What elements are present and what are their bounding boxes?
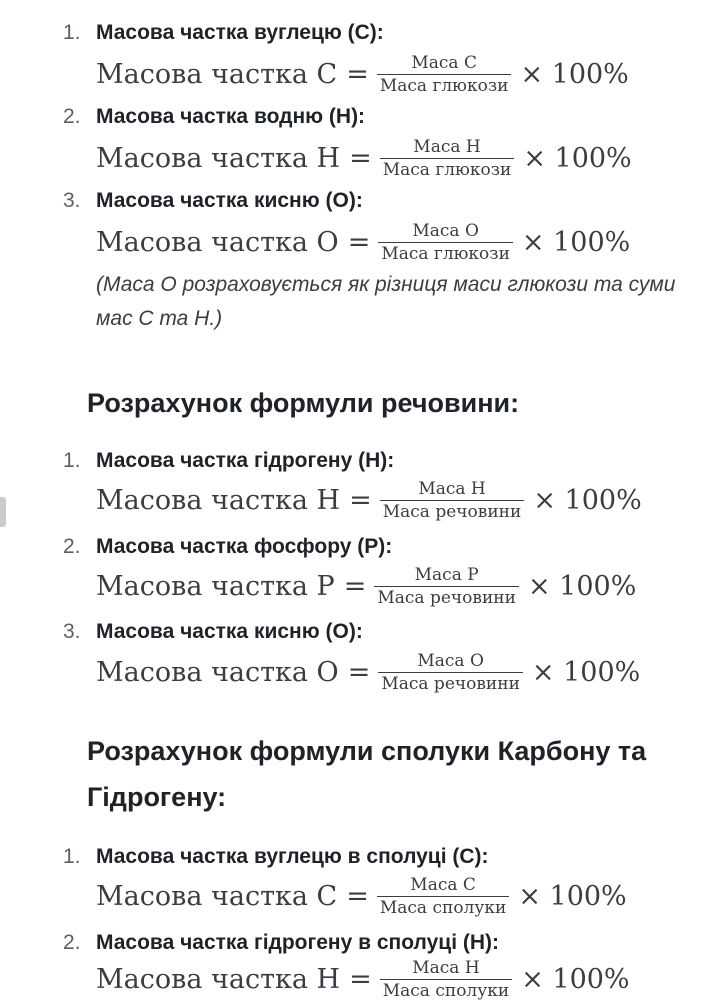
- formula-equals: =: [347, 226, 371, 258]
- item-label: Масова частка кисню (O):: [96, 620, 363, 643]
- fraction: [377, 53, 512, 96]
- item-label: Масова частка вуглецю (C):: [96, 21, 384, 44]
- formula-lhs: Масова частка C: [96, 880, 338, 912]
- fraction: [378, 651, 523, 694]
- scroll-handle[interactable]: [0, 497, 6, 527]
- item-label: Масова частка гідрогену (H):: [96, 449, 395, 472]
- formula: [96, 561, 636, 611]
- formula-equals: =: [349, 484, 372, 516]
- formula-equals: =: [347, 656, 371, 688]
- fraction-numerator: Маса O: [417, 650, 484, 671]
- formula-multiplier: × 100%: [518, 880, 627, 912]
- fraction-numerator: Маса C: [410, 874, 476, 895]
- fraction: [374, 565, 519, 608]
- formula-lhs: Масова частка H: [96, 142, 341, 174]
- fraction-denominator: Маса глюкози: [380, 158, 515, 180]
- fraction-denominator: Маса речовини: [378, 672, 523, 694]
- item-label: Масова частка водню (H):: [96, 105, 366, 128]
- fraction-numerator: Маса C: [411, 52, 477, 73]
- explanatory-note: (Маса O розраховується як різниця маси глюкози та суми мас C та H.): [96, 273, 676, 330]
- section-heading: Розрахунок формули речовини:: [87, 388, 520, 418]
- item-label: Масова частка кисню (O):: [96, 189, 363, 212]
- list-number: 1.: [63, 449, 81, 472]
- formula-equals: =: [343, 570, 367, 602]
- fraction-numerator: Маса O: [412, 220, 479, 241]
- formula-lhs: Масова частка P: [96, 570, 335, 602]
- fraction-denominator: Маса глюкози: [378, 242, 513, 264]
- formula: [96, 871, 627, 921]
- formula-lhs: Масова частка C: [96, 58, 338, 90]
- fraction-numerator: Маса H: [413, 136, 481, 157]
- formula-multiplier: × 100%: [521, 963, 630, 995]
- formula-equals: =: [346, 880, 369, 912]
- fraction-denominator: Маса глюкози: [377, 74, 512, 96]
- fraction: [377, 875, 509, 918]
- formula-lhs: Масова частка O: [96, 656, 339, 688]
- item-label: Масова частка гідрогену в сполуці (H):: [96, 931, 500, 954]
- formula-lhs: Масова частка O: [96, 226, 339, 258]
- formula-equals: =: [346, 58, 369, 90]
- list-number: 1.: [63, 21, 81, 44]
- item-label: Масова частка фосфору (P):: [96, 535, 393, 558]
- formula: [96, 647, 640, 697]
- item-label: Масова частка вуглецю в сполуці (C):: [96, 845, 489, 868]
- fraction-denominator: Маса речовини: [374, 586, 519, 608]
- formula: [96, 475, 642, 525]
- formula-multiplier: × 100%: [533, 484, 642, 516]
- formula-multiplier: × 100%: [531, 656, 641, 688]
- list-number: 1.: [63, 845, 81, 868]
- formula: [96, 133, 632, 183]
- fraction: [380, 137, 515, 180]
- list-number: 2.: [63, 535, 81, 558]
- formula-multiplier: × 100%: [523, 142, 632, 174]
- formula-equals: =: [349, 142, 372, 174]
- fraction-denominator: Маса речовини: [380, 500, 525, 522]
- fraction-numerator: Маса P: [414, 564, 479, 585]
- formula: [96, 49, 629, 99]
- formula-lhs: Масова частка H: [96, 484, 341, 516]
- formula-multiplier: × 100%: [520, 58, 629, 90]
- fraction: [380, 479, 525, 522]
- formula: [96, 217, 630, 267]
- fraction: [380, 958, 512, 1001]
- formula-equals: =: [349, 963, 372, 995]
- list-number: 3.: [63, 189, 81, 212]
- list-number: 3.: [63, 620, 81, 643]
- formula-multiplier: × 100%: [527, 570, 637, 602]
- fraction-numerator: Маса H: [412, 957, 480, 978]
- formula-lhs: Масова частка H: [96, 963, 341, 995]
- fraction-denominator: Маса сполуки: [377, 896, 509, 918]
- formula: [96, 954, 630, 1004]
- fraction-numerator: Маса H: [418, 478, 486, 499]
- formula-multiplier: × 100%: [521, 226, 631, 258]
- section-heading: Розрахунок формули сполуки Карбону та Гідрогену:: [87, 736, 647, 812]
- list-number: 2.: [63, 931, 81, 954]
- fraction: [378, 221, 513, 264]
- list-number: 2.: [63, 105, 81, 128]
- fraction-denominator: Маса сполуки: [380, 979, 512, 1001]
